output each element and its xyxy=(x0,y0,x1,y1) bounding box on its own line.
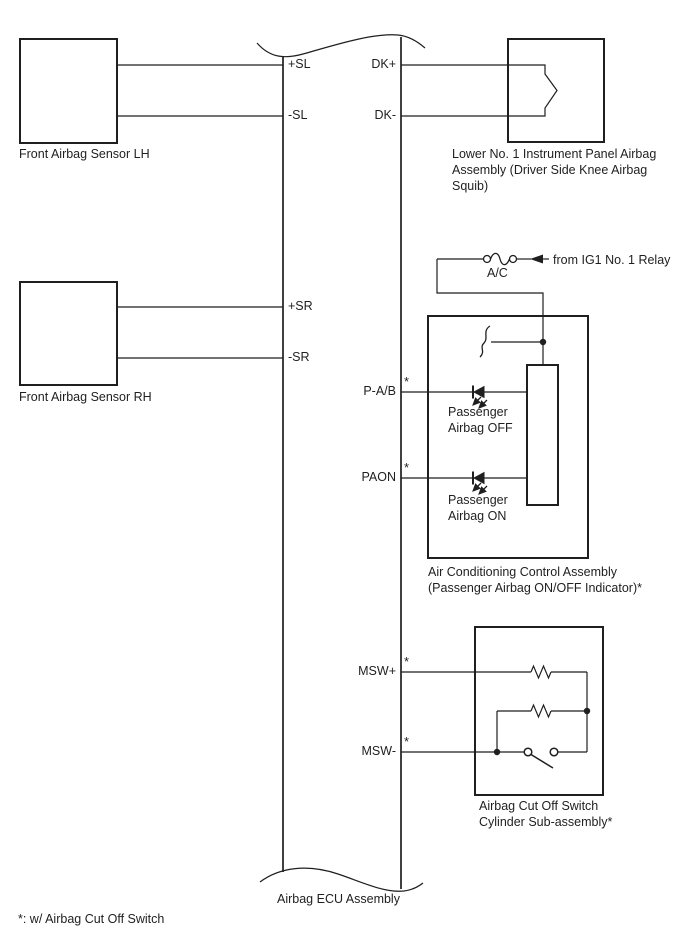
knee-airbag-symbol xyxy=(401,39,604,142)
front-sensor-lh-label: Front Airbag Sensor LH xyxy=(19,147,150,161)
asterisk-mark-paon: * xyxy=(404,460,410,475)
indicator-off-label: Passenger Airbag OFF xyxy=(448,405,513,435)
junction-dot xyxy=(494,749,500,755)
resistor1-icon xyxy=(531,666,551,678)
junction-dot xyxy=(584,708,590,714)
footnote: *: w/ Airbag Cut Off Switch xyxy=(18,912,165,926)
ac-control-label: Air Conditioning Control Assembly (Passenger Airbag ON/OFF Indicator)* xyxy=(428,565,642,595)
ecu-bottom-break-line xyxy=(260,868,423,891)
fuse-icon xyxy=(491,253,510,264)
pin-label-dk-minus: DK- xyxy=(374,108,396,122)
knee-airbag-box xyxy=(508,39,604,142)
cutoff-switch-symbol xyxy=(401,627,603,795)
switch-contact-right xyxy=(550,748,558,756)
front-sensor-rh-symbol xyxy=(20,282,283,385)
front-sensor-rh-box xyxy=(20,282,117,385)
pin-label-msw-minus: MSW- xyxy=(361,744,396,758)
asterisk-mark-pab: * xyxy=(404,374,410,389)
resistor2-icon xyxy=(531,705,551,717)
junction-dot xyxy=(540,339,546,345)
pin-label-sr-minus: -SR xyxy=(288,350,310,364)
ecu-label: Airbag ECU Assembly xyxy=(277,892,400,906)
asterisk-mark-msw-plus: * xyxy=(404,654,410,669)
ecu-top-break-line xyxy=(257,35,425,57)
pin-label-pab: P-A/B xyxy=(363,384,396,398)
partial-wire-squiggle-icon xyxy=(480,326,490,357)
squib-icon xyxy=(401,65,557,116)
switch-blade-icon xyxy=(531,755,553,769)
pin-label-paon: PAON xyxy=(361,470,396,484)
indicator-on-label: Passenger Airbag ON xyxy=(448,493,508,523)
front-sensor-rh-label: Front Airbag Sensor RH xyxy=(19,390,152,404)
ecu-assembly-outline xyxy=(257,35,425,891)
pin-label-sl-minus: -SL xyxy=(288,108,308,122)
front-sensor-lh-box xyxy=(20,39,117,143)
pin-label-sr-plus: +SR xyxy=(288,299,313,313)
led-on-icon xyxy=(473,472,487,494)
knee-airbag-label: Lower No. 1 Instrument Panel Airbag Assembly (Driver Side Knee Airbag Squib) xyxy=(452,147,657,193)
power-source-note: from IG1 No. 1 Relay xyxy=(553,253,671,267)
fuse-terminal-left xyxy=(484,256,491,263)
left-arrowhead-icon xyxy=(530,255,543,264)
front-sensor-lh-symbol xyxy=(20,39,283,143)
fuse-label: A/C xyxy=(487,266,508,280)
cutoff-switch-label: Airbag Cut Off Switch Cylinder Sub-assembly* xyxy=(479,799,613,829)
pin-label-msw-plus: MSW+ xyxy=(358,664,396,678)
indicator-block xyxy=(527,365,558,505)
pin-label-sl-plus: +SL xyxy=(288,57,311,71)
switch-contact-left xyxy=(524,748,532,756)
fuse-terminal-right xyxy=(510,256,517,263)
pin-label-dk-plus: DK+ xyxy=(371,57,396,71)
asterisk-mark-msw-minus: * xyxy=(404,734,410,749)
